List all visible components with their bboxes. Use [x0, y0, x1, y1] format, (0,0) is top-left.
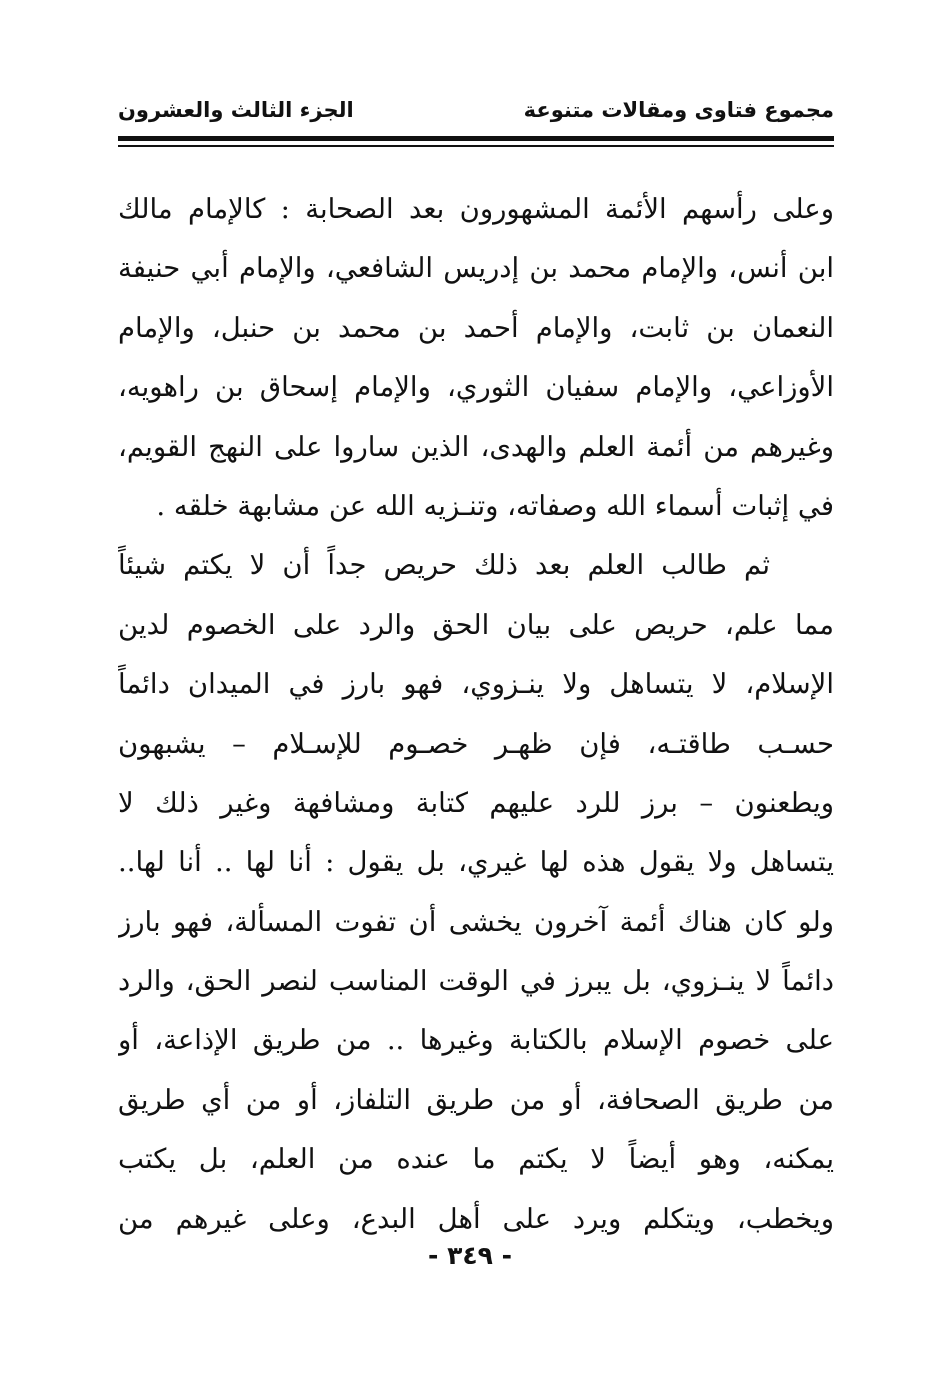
header-rule-thin: [118, 145, 834, 147]
text-line: في إثبات أسماء الله وصفاته، وتنـزيه الله عن مشابهة خلقه .: [156, 489, 834, 522]
text-line: ويخطب، ويتكلم ويرد على أهل البدع، وعلى غيرهم من: [118, 1202, 834, 1235]
text-line: الأوزاعي، والإمام سفيان الثوري، والإمام إسحاق بن راهويه،: [118, 371, 834, 404]
body-text: [118, 180, 834, 1249]
text-line: يمكنه، وهو أيضاً لا يكتم ما عنده من العلم، بل يكتب: [118, 1143, 834, 1176]
text-line: ابن أنس، والإمام محمد بن إدريس الشافعي، والإمام أبي حنيفة: [118, 252, 834, 285]
text-line: على خصوم الإسلام بالكتابة وغيرها .. من طريق الإذاعة، أو: [118, 1024, 834, 1057]
text-line: يتساهل ولا يقول هذه لها غيري، بل يقول : أنا لها .. أنا لها..: [118, 846, 834, 879]
running-header: [118, 92, 834, 132]
text-line: الإسلام، لا يتساهل ولا ينـزوي، فهو بارز في الميدان دائماً: [118, 668, 834, 701]
text-line: وغيرهم من أئمة العلم والهدى، الذين ساروا على النهج القويم،: [118, 430, 834, 463]
book-title: مجموع فتاوى ومقالات متنوعة: [523, 98, 834, 122]
text-line: مما علم، حريص على بيان الحق والرد على الخصوم لدين: [118, 608, 834, 641]
text-line: ولو كان هناك أئمة آخرون يخشى أن تفوت المسألة، فهو بارز: [118, 905, 834, 938]
text-line: ثم طالب العلم بعد ذلك حريص جداً أن لا يكتم شيئاً: [118, 549, 770, 582]
text-line: النعمان بن ثابت، والإمام أحمد بن محمد بن حنبل، والإمام: [118, 311, 834, 344]
text-line: من طريق الصحافة، أو من طريق التلفاز، أو من أي طريق: [118, 1083, 834, 1116]
text-line: وعلى رأسهم الأئمة المشهورون بعد الصحابة : كالإمام مالك: [118, 193, 834, 225]
text-line: حسـب طاقتـه، فإن ظهـر خصـوم للإسـلام – يشبهون: [118, 727, 834, 760]
text-line: دائماً لا ينـزوي، بل يبرز في الوقت المناسب لنصر الحق، والرد: [118, 965, 834, 998]
header-rule-thick: [118, 136, 834, 141]
volume-label: الجزء الثالث والعشرون: [118, 98, 354, 122]
text-line: ويطعنون – برز للرد عليهم كتابة ومشافهة وغير ذلك لا: [118, 786, 834, 819]
page-number: - ٣٤٩ -: [428, 1241, 512, 1270]
